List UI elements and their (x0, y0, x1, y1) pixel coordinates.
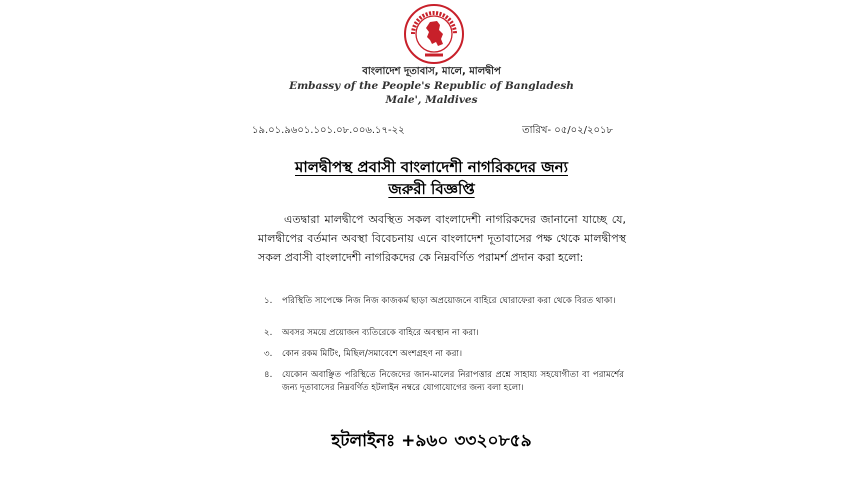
advice-item-number: ৩. (264, 349, 273, 359)
advice-item-text: যেকোন অবাঞ্ছিত পরিস্থিতে নিজেদের জান-মালের নিরাপত্তার প্রশ্নে সাহায্য সহযোগীতা বা পরামর্শের জন্য দূতাবাসের নিম্নবর্ণিত হটলাইন নম্বরে যোগাযোগের জন্য বলা হলো। (282, 370, 624, 393)
advice-item (264, 327, 624, 340)
government-seal-icon (403, 3, 465, 65)
advice-item-number: ১. (264, 296, 273, 306)
advice-item-text: অবসর সময়ে প্রয়োজন ব্যতিরেকে বাহিরে অবস্থান না করা। (282, 328, 479, 338)
notice-date: তারিখ- ০৫/০২/২০১৮ (522, 125, 613, 136)
advice-item (264, 348, 624, 361)
advice-item (264, 295, 624, 308)
hotline-number: হটলাইনঃ +৯৬০ ৩৩২০৮৫৯ (331, 431, 532, 451)
notice-subtitle-text: জরুরী বিজ্ঞপ্তি (388, 180, 475, 198)
embassy-name-english: Embassy of the People's Republic of Bangladesh (289, 80, 574, 92)
reference-number: ১৯.০১.৯৬০১.১০১.০৮.০০৬.১৭-২২ (252, 125, 405, 136)
advice-item-number: ৪. (264, 370, 273, 380)
advice-item (264, 369, 624, 395)
advice-item-text: পরিস্থিতি সাপেক্ষে নিজ নিজ কাজকর্ম ছাড়া অপ্রয়োজনে বাহিরে ঘোরাফেরা করা থেকে বিরত থাকা। (282, 296, 616, 306)
intro-paragraph: এতদ্বারা মালদ্বীপে অবস্থিত সকল বাংলাদেশী নাগরিকদের জানানো যাচ্ছে যে, মালদ্বীপের বর্তমান অবস্থা বিবেচনায় এনে বাংলাদেশ দূতাবাসের পক্ষ থেকে মালদ্বীপস্থ সকল প্রবাসী বাংলাদেশী নাগরিকদের কে নিম্নবর্ণিত পরামর্শ প্রদান করা হলো: (258, 213, 626, 264)
advice-item-text: কোন রকম মিটিং, মিছিল/সমাবেশে অংশগ্রহণ না করা। (282, 349, 463, 359)
notice-subtitle (0, 178, 863, 203)
notice-title-text: মালদ্বীপস্থ প্রবাসী বাংলাদেশী নাগরিকদের জন্য (295, 158, 568, 176)
embassy-name-bengali: বাংলাদেশ দূতাবাস, মালে, মালদ্বীপ (362, 66, 501, 77)
advice-item-number: ২. (264, 328, 273, 338)
embassy-location-english: Male', Maldives (385, 94, 478, 106)
